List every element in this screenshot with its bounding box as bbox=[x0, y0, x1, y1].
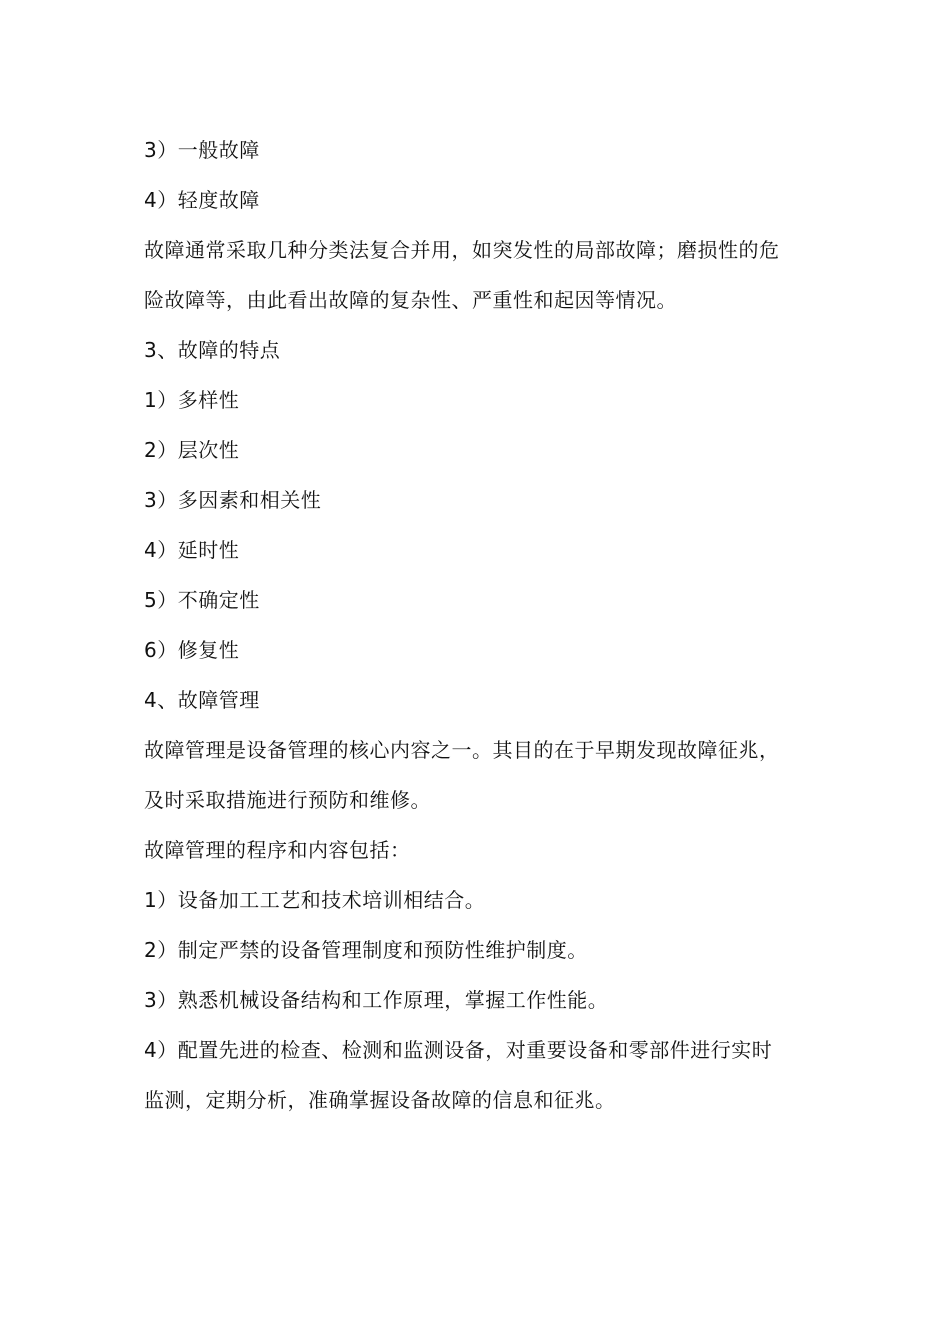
paragraph-procedure-intro: 故障管理的程序和内容包括： bbox=[144, 838, 411, 862]
list-item-procedure-3: 3）熟悉机械设备结构和工作原理，掌握工作性能。 bbox=[144, 988, 609, 1012]
section-heading-fault-management: 4、故障管理 bbox=[144, 688, 260, 712]
list-item-hierarchy: 2）层次性 bbox=[144, 438, 240, 462]
list-item-diversity: 1）多样性 bbox=[144, 388, 240, 412]
paragraph-classification-line-2: 险故障等，由此看出故障的复杂性、严重性和起因等情况。 bbox=[144, 288, 677, 312]
paragraph-management-line-1: 故障管理是设备管理的核心内容之一。其目的在于早期发现故障征兆， bbox=[144, 738, 780, 762]
paragraph-management-line-2: 及时采取措施进行预防和维修。 bbox=[144, 788, 431, 812]
list-item-repairability: 6）修复性 bbox=[144, 638, 240, 662]
list-item-uncertainty: 5）不确定性 bbox=[144, 588, 260, 612]
list-item-general-fault: 3）一般故障 bbox=[144, 138, 260, 162]
list-item-delay: 4）延时性 bbox=[144, 538, 240, 562]
list-item-procedure-2: 2）制定严禁的设备管理制度和预防性维护制度。 bbox=[144, 938, 588, 962]
section-heading-fault-characteristics: 3、故障的特点 bbox=[144, 338, 281, 362]
list-item-multifactor: 3）多因素和相关性 bbox=[144, 488, 322, 512]
paragraph-classification-line-1: 故障通常采取几种分类法复合并用，如突发性的局部故障；磨损性的危 bbox=[144, 238, 780, 262]
list-item-procedure-1: 1）设备加工工艺和技术培训相结合。 bbox=[144, 888, 486, 912]
list-item-minor-fault: 4）轻度故障 bbox=[144, 188, 260, 212]
list-item-procedure-4-line-2: 监测，定期分析，准确掌握设备故障的信息和征兆。 bbox=[144, 1088, 616, 1112]
list-item-procedure-4-line-1: 4）配置先进的检查、检测和监测设备，对重要设备和零部件进行实时 bbox=[144, 1038, 773, 1062]
